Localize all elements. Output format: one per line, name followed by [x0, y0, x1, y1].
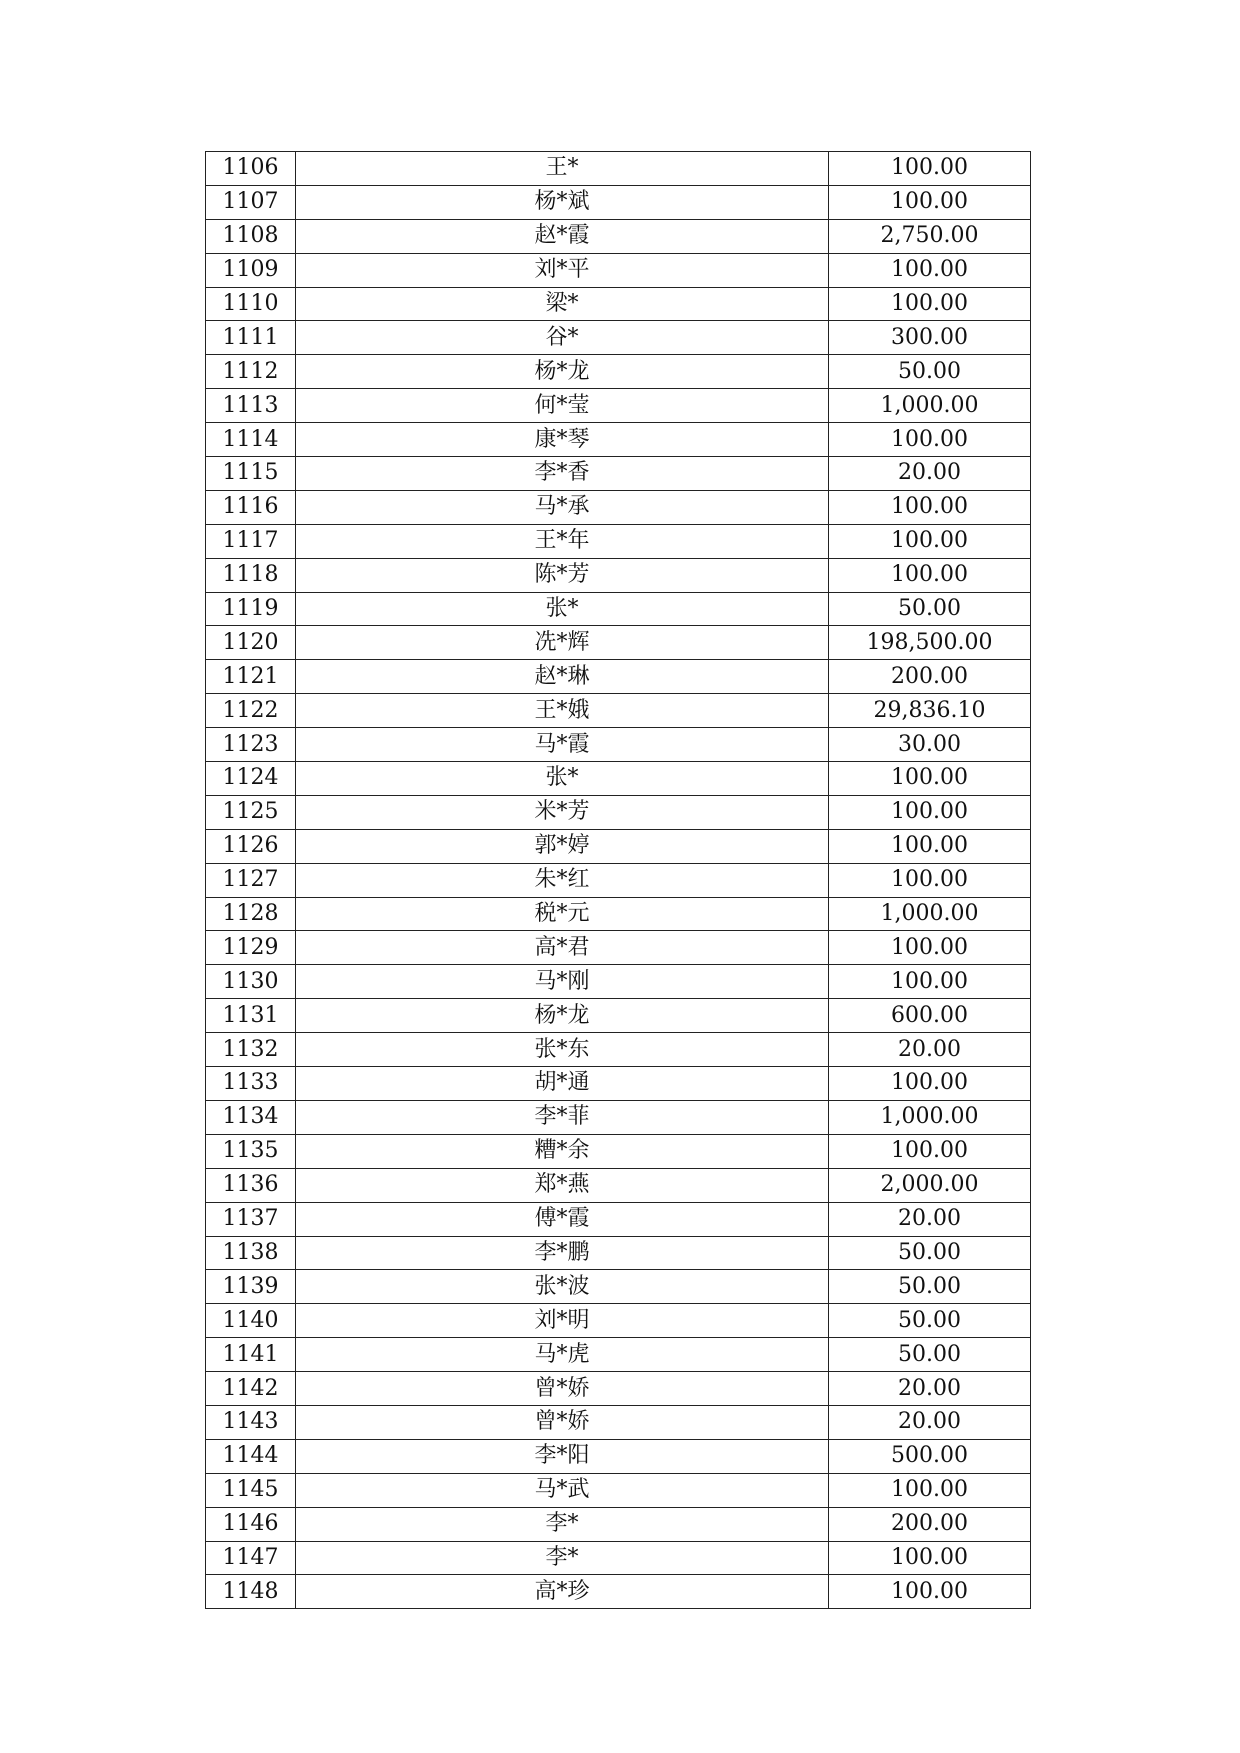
table-row — [206, 355, 1031, 389]
row-number-cell: 1106 — [206, 152, 296, 186]
table-row — [206, 1033, 1031, 1067]
table-row — [206, 1541, 1031, 1575]
amount-cell: 198,500.00 — [829, 626, 1031, 660]
donor-name-cell: 李*香 — [296, 457, 829, 491]
amount-cell: 100.00 — [829, 762, 1031, 796]
row-number-cell: 1118 — [206, 558, 296, 592]
row-number-cell: 1142 — [206, 1372, 296, 1406]
donor-name-cell: 何*莹 — [296, 389, 829, 423]
amount-cell: 2,000.00 — [829, 1168, 1031, 1202]
donor-name-cell: 王*娥 — [296, 694, 829, 728]
row-number-cell: 1131 — [206, 999, 296, 1033]
row-number-cell: 1147 — [206, 1541, 296, 1575]
amount-cell: 100.00 — [829, 965, 1031, 999]
amount-cell: 2,750.00 — [829, 219, 1031, 253]
table-row — [206, 1439, 1031, 1473]
table-row — [206, 287, 1031, 321]
table-row — [206, 1067, 1031, 1101]
table-row — [206, 1270, 1031, 1304]
row-number-cell: 1146 — [206, 1507, 296, 1541]
row-number-cell: 1126 — [206, 829, 296, 863]
amount-cell: 100.00 — [829, 253, 1031, 287]
row-number-cell: 1107 — [206, 185, 296, 219]
table-row — [206, 423, 1031, 457]
table-row — [206, 524, 1031, 558]
table-row — [206, 1338, 1031, 1372]
donor-name-cell: 马*刚 — [296, 965, 829, 999]
table-row — [206, 457, 1031, 491]
amount-cell: 20.00 — [829, 457, 1031, 491]
row-number-cell: 1123 — [206, 728, 296, 762]
table-row — [206, 219, 1031, 253]
row-number-cell: 1129 — [206, 931, 296, 965]
table-row — [206, 863, 1031, 897]
amount-cell: 100.00 — [829, 795, 1031, 829]
row-number-cell: 1109 — [206, 253, 296, 287]
table-row — [206, 931, 1031, 965]
donor-name-cell: 马*霞 — [296, 728, 829, 762]
table-row — [206, 795, 1031, 829]
table-row — [206, 1168, 1031, 1202]
row-number-cell: 1137 — [206, 1202, 296, 1236]
donor-name-cell: 王*年 — [296, 524, 829, 558]
donor-name-cell: 傅*霞 — [296, 1202, 829, 1236]
row-number-cell: 1111 — [206, 321, 296, 355]
row-number-cell: 1135 — [206, 1134, 296, 1168]
donation-table-body — [206, 152, 1031, 1609]
amount-cell: 100.00 — [829, 1541, 1031, 1575]
donor-name-cell: 赵*琳 — [296, 660, 829, 694]
amount-cell: 20.00 — [829, 1033, 1031, 1067]
donor-name-cell: 郭*婷 — [296, 829, 829, 863]
row-number-cell: 1143 — [206, 1405, 296, 1439]
amount-cell: 50.00 — [829, 355, 1031, 389]
row-number-cell: 1114 — [206, 423, 296, 457]
donor-name-cell: 刘*平 — [296, 253, 829, 287]
table-row — [206, 626, 1031, 660]
amount-cell: 50.00 — [829, 1338, 1031, 1372]
table-row — [206, 694, 1031, 728]
donor-name-cell: 陈*芳 — [296, 558, 829, 592]
table-row — [206, 728, 1031, 762]
amount-cell: 50.00 — [829, 1236, 1031, 1270]
donor-name-cell: 郑*燕 — [296, 1168, 829, 1202]
table-row — [206, 185, 1031, 219]
table-row — [206, 321, 1031, 355]
table-row — [206, 1202, 1031, 1236]
row-number-cell: 1140 — [206, 1304, 296, 1338]
donor-name-cell: 刘*明 — [296, 1304, 829, 1338]
amount-cell: 29,836.10 — [829, 694, 1031, 728]
amount-cell: 1,000.00 — [829, 1100, 1031, 1134]
donor-name-cell: 梁* — [296, 287, 829, 321]
amount-cell: 100.00 — [829, 524, 1031, 558]
amount-cell: 100.00 — [829, 185, 1031, 219]
table-row — [206, 1100, 1031, 1134]
donor-name-cell: 张* — [296, 592, 829, 626]
donor-name-cell: 李*阳 — [296, 1439, 829, 1473]
row-number-cell: 1108 — [206, 219, 296, 253]
row-number-cell: 1122 — [206, 694, 296, 728]
row-number-cell: 1148 — [206, 1575, 296, 1609]
amount-cell: 20.00 — [829, 1405, 1031, 1439]
row-number-cell: 1138 — [206, 1236, 296, 1270]
table-row — [206, 1134, 1031, 1168]
row-number-cell: 1117 — [206, 524, 296, 558]
table-row — [206, 592, 1031, 626]
row-number-cell: 1125 — [206, 795, 296, 829]
row-number-cell: 1127 — [206, 863, 296, 897]
amount-cell: 600.00 — [829, 999, 1031, 1033]
row-number-cell: 1110 — [206, 287, 296, 321]
row-number-cell: 1115 — [206, 457, 296, 491]
donor-name-cell: 李* — [296, 1541, 829, 1575]
donor-name-cell: 张*东 — [296, 1033, 829, 1067]
donor-name-cell: 李*鹏 — [296, 1236, 829, 1270]
donor-name-cell: 朱*红 — [296, 863, 829, 897]
donor-name-cell: 高*君 — [296, 931, 829, 965]
amount-cell: 100.00 — [829, 829, 1031, 863]
donor-name-cell: 杨*龙 — [296, 355, 829, 389]
donor-name-cell: 胡*通 — [296, 1067, 829, 1101]
amount-cell: 100.00 — [829, 1067, 1031, 1101]
amount-cell: 100.00 — [829, 1473, 1031, 1507]
row-number-cell: 1113 — [206, 389, 296, 423]
amount-cell: 300.00 — [829, 321, 1031, 355]
amount-cell: 100.00 — [829, 558, 1031, 592]
table-row — [206, 558, 1031, 592]
row-number-cell: 1141 — [206, 1338, 296, 1372]
donor-name-cell: 杨*龙 — [296, 999, 829, 1033]
table-row — [206, 1304, 1031, 1338]
table-row — [206, 897, 1031, 931]
donor-name-cell: 马*武 — [296, 1473, 829, 1507]
donor-name-cell: 李*菲 — [296, 1100, 829, 1134]
donor-name-cell: 税*元 — [296, 897, 829, 931]
row-number-cell: 1112 — [206, 355, 296, 389]
donor-name-cell: 糟*余 — [296, 1134, 829, 1168]
table-row — [206, 389, 1031, 423]
row-number-cell: 1144 — [206, 1439, 296, 1473]
amount-cell: 100.00 — [829, 931, 1031, 965]
amount-cell: 100.00 — [829, 863, 1031, 897]
amount-cell: 500.00 — [829, 1439, 1031, 1473]
donor-name-cell: 康*琴 — [296, 423, 829, 457]
row-number-cell: 1134 — [206, 1100, 296, 1134]
table-row — [206, 1236, 1031, 1270]
donor-name-cell: 马*承 — [296, 490, 829, 524]
table-row — [206, 1507, 1031, 1541]
amount-cell: 20.00 — [829, 1202, 1031, 1236]
row-number-cell: 1124 — [206, 762, 296, 796]
row-number-cell: 1128 — [206, 897, 296, 931]
table-row — [206, 965, 1031, 999]
amount-cell: 20.00 — [829, 1372, 1031, 1406]
amount-cell: 1,000.00 — [829, 389, 1031, 423]
row-number-cell: 1133 — [206, 1067, 296, 1101]
donor-name-cell: 杨*斌 — [296, 185, 829, 219]
donor-name-cell: 赵*霞 — [296, 219, 829, 253]
table-row — [206, 1372, 1031, 1406]
table-row — [206, 253, 1031, 287]
amount-cell: 50.00 — [829, 1270, 1031, 1304]
row-number-cell: 1132 — [206, 1033, 296, 1067]
donor-name-cell: 米*芳 — [296, 795, 829, 829]
donor-name-cell: 王* — [296, 152, 829, 186]
donor-name-cell: 曾*娇 — [296, 1405, 829, 1439]
table-row — [206, 152, 1031, 186]
row-number-cell: 1130 — [206, 965, 296, 999]
donor-name-cell: 高*珍 — [296, 1575, 829, 1609]
row-number-cell: 1119 — [206, 592, 296, 626]
donor-name-cell: 冼*辉 — [296, 626, 829, 660]
amount-cell: 100.00 — [829, 1575, 1031, 1609]
table-row — [206, 1405, 1031, 1439]
donor-name-cell: 谷* — [296, 321, 829, 355]
amount-cell: 200.00 — [829, 1507, 1031, 1541]
table-row — [206, 490, 1031, 524]
amount-cell: 30.00 — [829, 728, 1031, 762]
amount-cell: 100.00 — [829, 287, 1031, 321]
donor-name-cell: 马*虎 — [296, 1338, 829, 1372]
amount-cell: 100.00 — [829, 490, 1031, 524]
row-number-cell: 1120 — [206, 626, 296, 660]
donor-name-cell: 张* — [296, 762, 829, 796]
amount-cell: 100.00 — [829, 423, 1031, 457]
amount-cell: 200.00 — [829, 660, 1031, 694]
table-row — [206, 1473, 1031, 1507]
amount-cell: 50.00 — [829, 1304, 1031, 1338]
donor-name-cell: 李* — [296, 1507, 829, 1541]
amount-cell: 50.00 — [829, 592, 1031, 626]
row-number-cell: 1145 — [206, 1473, 296, 1507]
table-row — [206, 999, 1031, 1033]
donation-table — [205, 151, 1031, 1609]
donor-name-cell: 曾*娇 — [296, 1372, 829, 1406]
table-row — [206, 660, 1031, 694]
table-row — [206, 1575, 1031, 1609]
row-number-cell: 1136 — [206, 1168, 296, 1202]
row-number-cell: 1139 — [206, 1270, 296, 1304]
row-number-cell: 1116 — [206, 490, 296, 524]
amount-cell: 1,000.00 — [829, 897, 1031, 931]
table-row — [206, 829, 1031, 863]
table-row — [206, 762, 1031, 796]
amount-cell: 100.00 — [829, 1134, 1031, 1168]
donor-name-cell: 张*波 — [296, 1270, 829, 1304]
row-number-cell: 1121 — [206, 660, 296, 694]
amount-cell: 100.00 — [829, 152, 1031, 186]
